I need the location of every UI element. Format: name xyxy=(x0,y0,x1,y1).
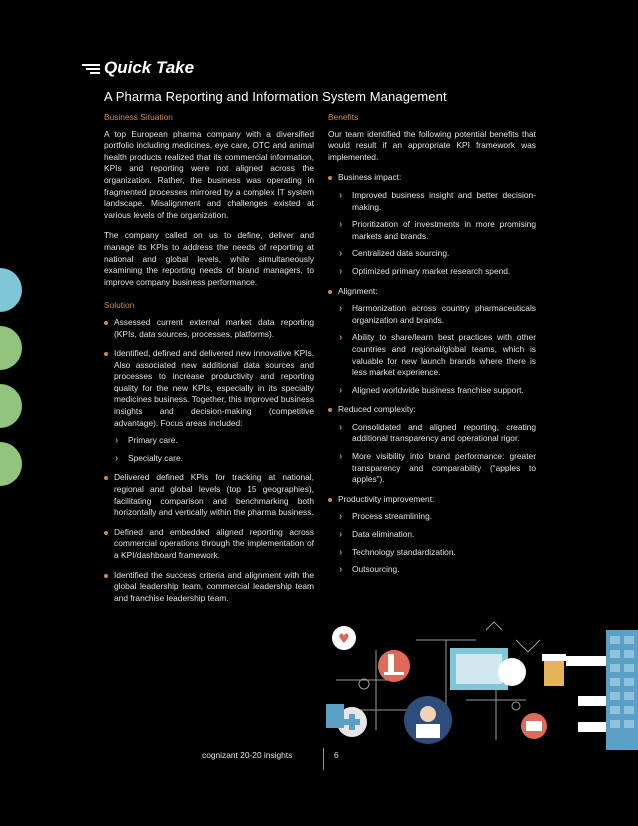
speed-lines-icon xyxy=(82,64,100,76)
benefit-item: › Consolidated and aligned reporting, creating additional transparency and operational rigor. xyxy=(339,421,536,444)
page-title: A Pharma Reporting and Information System Management xyxy=(104,89,447,104)
solution-item: Defined and embedded aligned reporting across commercial operations through the implementation of a KPI/dashboard framework. xyxy=(104,527,314,562)
focus-areas-list xyxy=(114,435,314,464)
person-head-icon xyxy=(498,658,526,686)
benefit-item: › Optimized primary market research spend. xyxy=(339,265,511,277)
solution-item: Identified the success criteria and alignment with the global leadership team, commercial leadership team and franchise leadership team. xyxy=(104,570,314,605)
chevron-right-icon: › xyxy=(339,564,343,576)
solution-list xyxy=(104,317,314,604)
envelope-icon xyxy=(521,713,547,739)
chevron-right-icon: › xyxy=(339,384,343,396)
benefit-item: › Centralized data sourcing. xyxy=(339,248,450,260)
healthcare-illustration xyxy=(316,610,638,750)
chevron-right-icon: › xyxy=(339,421,343,433)
focus-area-item: › Primary care. xyxy=(115,435,178,447)
chevron-right-icon: › xyxy=(339,529,343,541)
chevron-right-icon: › xyxy=(339,265,343,277)
benefit-group: Alignment: › Harmonization across country pharmaceuticals organization and brands. › Ability to share/learn best practices with other countries and regional/global teams, which is valuable for new launch brands where there is less market experience. › Aligned worldwide business franchise support. xyxy=(328,286,536,397)
benefits-intro: Our team identified the following potential benefits that would result if an appropriate KPI framework was implemented. xyxy=(328,128,536,162)
benefit-item: › Aligned worldwide business franchise support. xyxy=(339,384,524,396)
clipboard-icon xyxy=(326,704,344,728)
pill-bottle-icon xyxy=(542,654,566,686)
chevron-right-icon: › xyxy=(339,332,343,344)
side-circle-teal xyxy=(0,268,22,312)
benefit-item: › Ability to share/learn best practices with other countries and regional/global teams, which is valuable for new launch brands where there is less market experience. xyxy=(339,332,536,378)
business-situation-heading: Business Situation xyxy=(104,112,173,122)
side-circle-green-1 xyxy=(0,326,22,370)
benefit-item: › More visibility into brand performance: greater transparency and comparability (“apples to apples”). xyxy=(339,451,536,485)
side-circle-green-3 xyxy=(0,442,22,486)
chevron-right-icon: › xyxy=(339,248,343,260)
benefits-list xyxy=(328,172,536,575)
doctor-icon xyxy=(404,696,452,744)
benefit-sublist xyxy=(338,190,536,278)
chevron-right-icon: › xyxy=(339,189,343,201)
chevron-right-icon: › xyxy=(339,303,343,315)
footer-publication: cognizant 20-20 insights xyxy=(202,750,293,760)
benefit-sublist xyxy=(338,422,536,486)
situation-paragraph-1: A top European pharma company with a diversified portfolio including medicines, eye care, OTC and animal health products realized that its commercial information, KPIs and reporting were not aligned across the organization. Rather, the business was operating in fragmented processes mirrored by a complex IT system landscape. Misalignment and challenges existed at various levels of the organization. xyxy=(104,128,314,220)
chevron-right-icon: › xyxy=(115,435,119,447)
chevron-right-icon: › xyxy=(339,511,343,523)
solution-item: Identified, defined and delivered new innovative KPIs. Also associated new additional data sources and processes to increase productivity and reporting quality for the new KPIs, especially in its specialty medicines business. Together, this improved business insights and decision-making (competitive advantage). Focus areas included: › Primary care. › Specialty care. xyxy=(104,348,314,464)
situation-paragraph-2: The company called on us to define, deliver and manage its KPIs to address the needs of reporting at national and global levels, while simultaneously examining the reporting needs of brand managers, to improve company business performance. xyxy=(104,230,314,287)
solution-item: Assessed current external market data reporting (KPIs, data sources, processes, platforms). xyxy=(104,317,314,340)
footer-divider xyxy=(323,748,324,770)
chevron-right-icon: › xyxy=(339,219,343,231)
benefit-group: Productivity improvement: › Process streamlining. › Data elimination. › Technology standardization. › Outsourcing. xyxy=(328,494,536,576)
benefit-item: › Data elimination. xyxy=(339,529,415,541)
side-circle-green-2 xyxy=(0,384,22,428)
benefit-item: › Process streamlining. xyxy=(339,511,433,523)
benefits-heading: Benefits xyxy=(328,112,359,122)
benefit-sublist xyxy=(338,303,536,396)
svg-text:♥: ♥ xyxy=(338,632,350,647)
benefit-sublist xyxy=(338,511,536,575)
microscope-icon xyxy=(378,650,410,682)
focus-area-item: › Specialty care. xyxy=(115,452,183,464)
chevron-right-icon: › xyxy=(339,451,343,463)
left-column xyxy=(104,112,314,612)
benefit-group: Reduced complexity: › Consolidated and aligned reporting, creating additional transparency and operational rigor. › More visibility into brand performance: greater transparency and comparability (“apples to apples”). xyxy=(328,404,536,486)
solution-item: Delivered defined KPIs for tracking at national, regional and global levels (top 15 geographies), facilitating comparison and benchmarking both horizontally and vertically within the pharma business. xyxy=(104,472,314,518)
keypad-icon xyxy=(606,630,638,750)
page-number: 6 xyxy=(334,750,339,760)
solution-heading: Solution xyxy=(104,300,135,311)
benefit-item: › Prioritization of investments in more promising markets and brands. xyxy=(339,219,536,241)
quick-take-logo xyxy=(82,58,212,80)
benefit-item: › Improved business insight and better decision-making. xyxy=(339,189,536,212)
benefit-group: Business impact: › Improved business insight and better decision-making. › Prioritization of investments in more promising markets and brands. › Centralized data sourcing. › Optimized primary market research spend. xyxy=(328,172,536,277)
brand-title: Quick Take xyxy=(104,58,195,77)
benefit-item: › Harmonization across country pharmaceuticals organization and brands. xyxy=(339,303,536,325)
benefit-item: › Outsourcing. xyxy=(339,564,400,576)
chevron-right-icon: › xyxy=(115,452,119,464)
heart-icon xyxy=(332,626,356,650)
benefit-item: › Technology standardization. xyxy=(339,546,456,558)
chevron-right-icon: › xyxy=(339,546,343,558)
right-column xyxy=(328,112,536,584)
